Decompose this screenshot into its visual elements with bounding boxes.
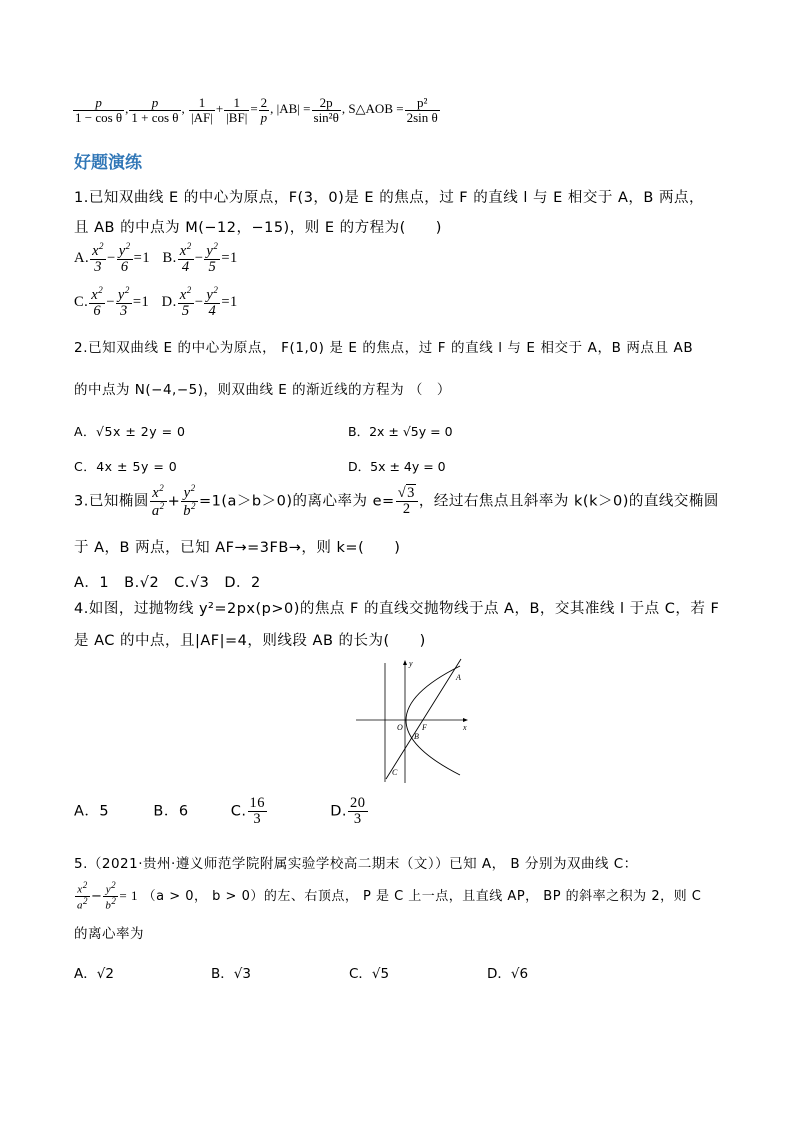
q5-option-a: A．√2	[74, 966, 114, 982]
q5-option-d: D．√6	[487, 966, 529, 982]
fraction: $\frac{2p}{\text{sin²θ}}$	[313, 95, 339, 125]
label-a: A	[456, 673, 461, 682]
q5-stem-line3: 的离心率为	[74, 926, 144, 942]
q2-option-d: D．5x ± 4y = 0	[348, 459, 446, 474]
label-b: B	[414, 732, 419, 741]
label-o: O	[397, 723, 403, 732]
q1-stem-line2: 且 AB 的中点为 M(−12，−15)，则 E 的方程为( )	[74, 220, 442, 236]
q3-options: A．1 B.√2 C.√3 D．2	[74, 575, 261, 591]
q1-stem-line1: 1.已知双曲线 E 的中心为原点，F(3，0)是 E 的焦点，过 F 的直线 l 与 E 相交于 A，B 两点，	[74, 190, 704, 206]
fraction: $\frac{p}{\text{1 + cos θ}}$	[131, 95, 179, 125]
q5-stem-line1: 5.（2021·贵州·遵义师范学院附属实验学校高二期末（文））已知 A， B 分别为双曲线 C：	[74, 856, 638, 872]
q2-option-b: B．2x ± √5y = 0	[348, 424, 453, 439]
formula-line: $\frac{p}{\text{1 − cos θ}}$ , $\frac{p}{\text{1 + cos θ}}$ , $\frac{1}{|AF|}$ + $\frac{1}{|BF|}$ = $\frac{2}{p}$ , |AB| = $\frac{2p}{\text{sin²θ}}$ , S△AOB = $\frac{\text{p²}}{\text{2sin θ}}$	[75, 95, 438, 125]
focal-chord	[386, 659, 461, 779]
q2-option-a: A．√5x ± 2y = 0	[74, 424, 186, 439]
label-y: y	[409, 659, 413, 668]
q1-options-row2: C. $\frac{x^2}{6}$ − $\frac{y^2}{3}$ =1 D. $\frac{x^2}{5}$ − $\frac{y^2}{4}$ =1	[74, 285, 238, 320]
q2-stem-line2: 的中点为 N(−4,−5)，则双曲线 E 的渐近线的方程为 （ ）	[74, 382, 451, 398]
label-c: C	[392, 768, 398, 777]
fraction: $\frac{\text{p²}}{\text{2sin θ}}$	[406, 95, 438, 125]
q5-option-b: B．√3	[211, 966, 251, 982]
parabola-figure	[352, 655, 474, 785]
q5-option-c: C．√5	[349, 966, 390, 982]
q3-stem-line2: 于 A，B 两点，已知 AF→=3FB→，则 k=( )	[74, 540, 401, 556]
q5-stem-line2: $\frac{x^2}{a^2}$ − $\frac{y^2}{b^2}$ = 1 （a > 0， b > 0）的左、右顶点， P 是 C 上一点，且直线 AP， BP 的斜率之积为 2，则 C	[77, 880, 702, 912]
q4-options: A．5 B．6 C. $\frac{16}{3}$ D. $\frac{20}{3}$	[74, 795, 366, 828]
q2-option-c: C．4x ± 5y = 0	[74, 459, 178, 474]
fraction: $\frac{p}{\text{1 − cos θ}}$	[75, 95, 123, 125]
fraction: $\frac{1}{|BF|}$	[226, 95, 248, 125]
y-axis-arrow	[403, 660, 407, 665]
parabola-curve	[406, 666, 460, 775]
q2-stem-line1: 2.已知双曲线 E 的中心为原点， F(1,0) 是 E 的焦点，过 F 的直线 l 与 E 相交于 A，B 两点且 AB	[74, 340, 694, 356]
label-x: x	[463, 723, 467, 732]
fraction: $\frac{1}{|AF|}$	[191, 95, 213, 125]
q4-stem-line1: 4.如图，过抛物线 y²=2px(p>0)的焦点 F 的直线交抛物线于点 A，B，交其准线 l 于点 C，若 F	[74, 601, 720, 617]
fraction: $\frac{2}{p}$	[260, 95, 268, 125]
q1-options-row1: A. $\frac{x^2}{3}$ − $\frac{y^2}{6}$ =1 B. $\frac{x^2}{4}$ − $\frac{y^2}{5}$ =1	[74, 241, 238, 276]
x-axis-arrow	[463, 718, 468, 722]
section-title: 好题演练	[74, 153, 142, 173]
q3-stem-line1: 3.已知椭圆 $\frac{x^2}{a^2}$ + $\frac{y^2}{b^2}$ =1(a＞b＞0)的离心率为 e= $\frac{√3}{2}$ ，经过右焦点且斜率为 k(k＞0)的直线交椭圆	[74, 483, 719, 519]
q4-stem-line2: 是 AC 的中点，且|AF|=4，则线段 AB 的长为( )	[74, 633, 426, 649]
label-f: F	[422, 723, 427, 732]
